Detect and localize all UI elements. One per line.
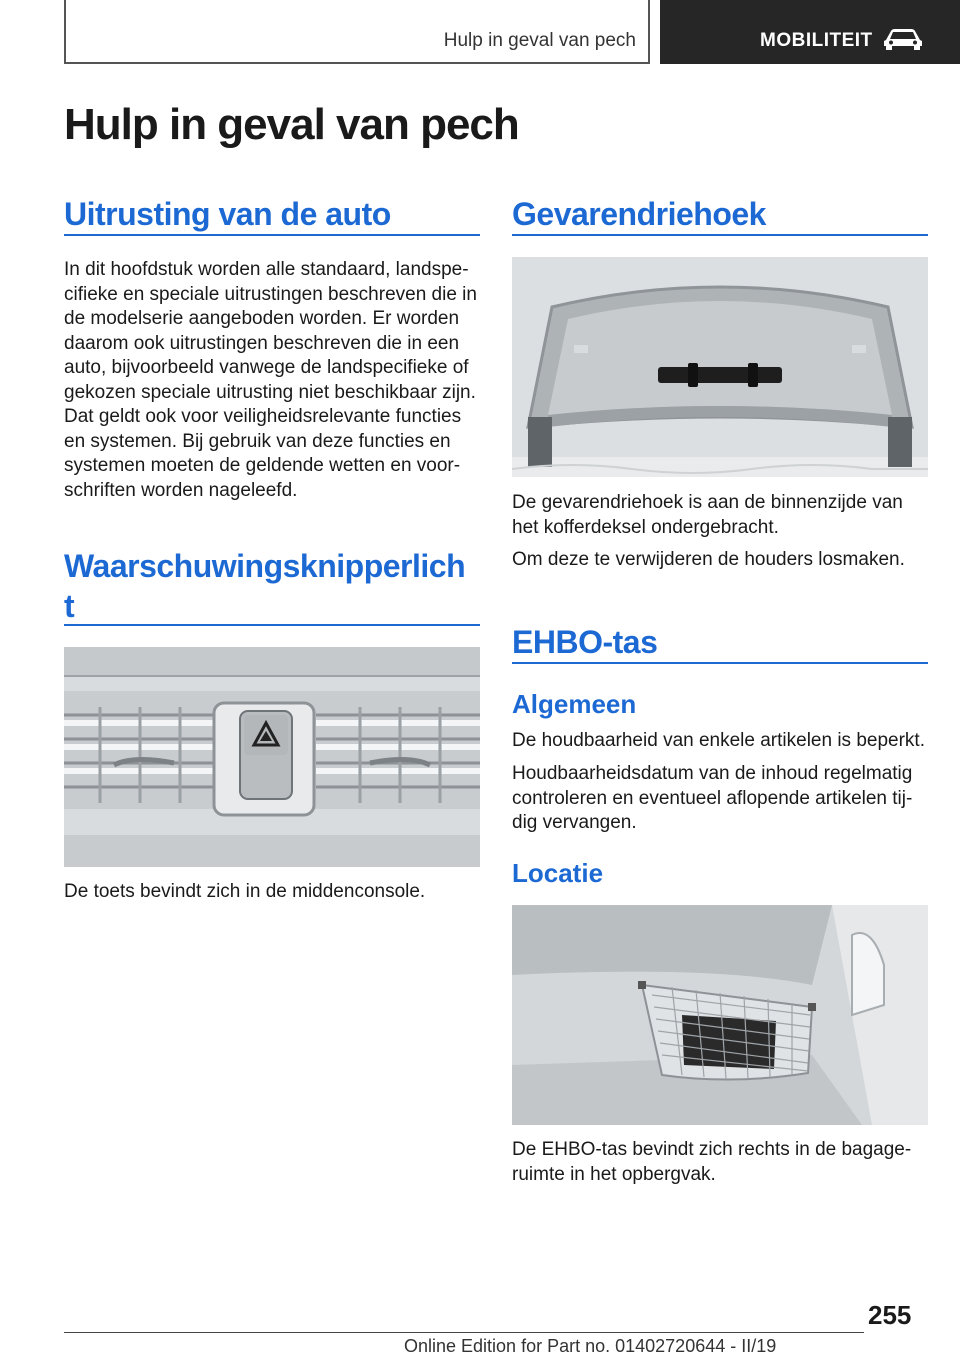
firstaid-general-subheading: Algemeen — [512, 689, 637, 719]
hazard-heading-line1: Waarschuwingsknipperlich — [64, 548, 466, 584]
car-icon — [882, 26, 924, 55]
triangle-heading: Gevarendriehoek — [512, 196, 766, 232]
firstaid-para-2: Houdbaarheidsdatum van de inhoud regelmatig controleren en eventueel aflopende artikelen tij-dig vervangen. — [512, 763, 913, 833]
firstaid-para-1: De houdbaarheid van enkele artikelen is beperkt. — [512, 730, 925, 751]
page-number: 255 — [868, 1300, 912, 1330]
equipment-body: In dit hoofdstuk worden alle standaard, landspe-cifieke en speciale uitrustingen beschreven die in de modelserie aangeboden worden. Er worden daarom ook uitrustingen beschreven die in een auto, bijvoorbeeld vanwege de landspecifieke of gekozen speciale uitrusting niet beschikbaar zijn. Dat geldt ook voor veiligheidsrelevante functies en systemen. Bij gebruik van deze functies en systemen moeten de geldende wetten en voor-schriften worden nageleefd. — [64, 259, 477, 501]
firstaid-rule — [512, 662, 928, 664]
hazard-button-image — [64, 647, 480, 867]
warning-triangle-image — [512, 257, 928, 477]
equipment-heading: Uitrusting van de auto — [64, 196, 391, 232]
equipment-rule — [64, 234, 480, 236]
firstaid-heading: EHBO-tas — [512, 624, 658, 660]
firstaid-para-3: De EHBO-tas bevindt zich rechts in de bagage-ruimte in het opbergvak. — [512, 1139, 912, 1185]
first-aid-kit-image — [512, 905, 928, 1125]
hazard-caption: De toets bevindt zich in de middenconsole. — [64, 881, 426, 902]
header-box — [64, 0, 650, 64]
page-title: Hulp in geval van pech — [64, 100, 519, 149]
footer-rule — [64, 1332, 864, 1333]
header-section-title: Hulp in geval van pech — [443, 30, 636, 51]
hazard-rule — [64, 624, 480, 626]
footer-edition-text: Online Edition for Part no. 01402720644 - II/19 — [404, 1336, 777, 1356]
triangle-para-1: De gevarendriehoek is aan de binnenzijde van het kofferdeksel ondergebracht. — [512, 492, 903, 538]
firstaid-location-subheading: Locatie — [512, 858, 604, 888]
hazard-heading-line2: t — [64, 588, 75, 624]
triangle-rule — [512, 234, 928, 236]
header-chapter-label: MOBILITEIT — [760, 30, 873, 51]
triangle-para-2: Om deze te verwijderen de houders losmaken. — [512, 549, 905, 570]
